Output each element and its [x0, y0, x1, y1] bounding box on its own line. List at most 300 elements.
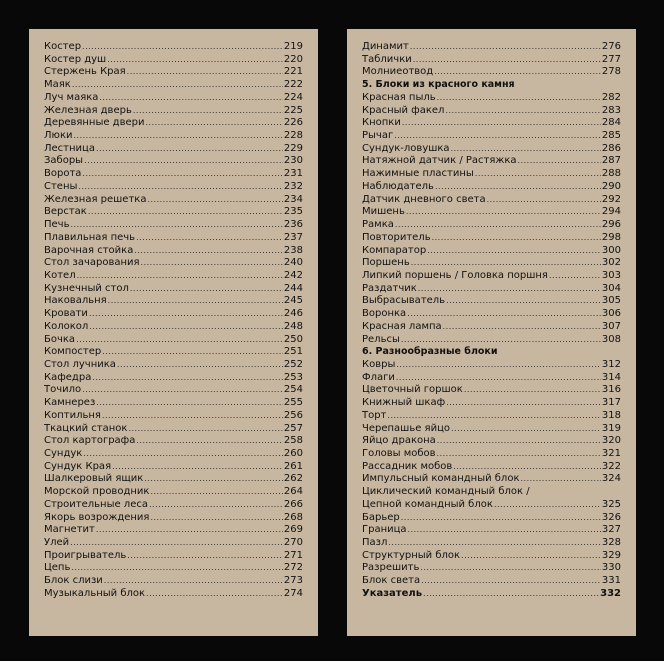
toc-entry — [44, 257, 303, 270]
toc-entry-title: Повторитель — [362, 231, 431, 243]
toc-entry — [362, 537, 621, 550]
toc-entry-title: Сундук-ловушка — [362, 142, 450, 154]
toc-entry — [44, 524, 303, 537]
toc-heading-title: 5. Блоки из красного камня — [362, 79, 515, 91]
toc-leader-dots — [112, 461, 283, 474]
toc-entry — [362, 308, 621, 321]
toc-leader-dots — [402, 117, 601, 130]
toc-leader-dots — [82, 384, 283, 397]
toc-page-number: 285 — [601, 130, 621, 142]
toc-entry-title: Яйцо дракона — [362, 435, 436, 447]
toc-leader-dots — [117, 359, 283, 372]
toc-entry-title: Импульсный командный блок — [362, 473, 520, 485]
toc-entry-title: Липкий поршень / Головка поршня — [362, 269, 548, 281]
toc-entry-title: Разрешить — [362, 562, 420, 574]
toc-entry — [362, 257, 621, 270]
toc-page-number: 220 — [283, 53, 303, 65]
toc-entry — [44, 423, 303, 436]
toc-entry-title: Колокол — [44, 320, 89, 332]
toc-entry — [44, 41, 303, 54]
toc-entry-title: Датчик дневного света — [362, 193, 486, 205]
toc-page-number: 268 — [283, 511, 303, 523]
toc-entry — [44, 130, 303, 143]
toc-leader-dots — [420, 562, 601, 575]
toc-leader-dots — [446, 397, 601, 410]
toc-entry — [44, 54, 303, 67]
toc-page-number: 226 — [283, 117, 303, 129]
toc-heading-title: 6. Разнообразные блоки — [362, 346, 498, 358]
toc-entry-title: Стержень Края — [44, 66, 126, 78]
toc-leader-dots — [150, 512, 282, 525]
toc-entry — [44, 473, 303, 486]
toc-leader-dots — [423, 588, 599, 601]
toc-page-number: 228 — [283, 130, 303, 142]
toc-leader-dots — [92, 372, 283, 385]
toc-page-number: 294 — [601, 206, 621, 218]
toc-leader-dots — [134, 245, 283, 258]
toc-page-number: 308 — [601, 333, 621, 345]
toc-page-number: 324 — [601, 473, 621, 485]
toc-entry — [44, 588, 303, 601]
toc-entry — [44, 384, 303, 397]
toc-entry — [44, 270, 303, 283]
toc-entry — [362, 143, 621, 156]
toc-leader-dots — [443, 321, 601, 334]
toc-entry-title: Блок света — [362, 575, 421, 587]
toc-page-number: 272 — [283, 562, 303, 574]
toc-list-right — [362, 41, 621, 601]
toc-leader-dots — [144, 473, 283, 486]
toc-entry — [44, 435, 303, 448]
toc-page-number: 302 — [601, 257, 621, 269]
toc-list-left — [44, 41, 303, 601]
toc-entry — [362, 181, 621, 194]
toc-page-number: 270 — [283, 537, 303, 549]
toc-leader-dots — [102, 410, 283, 423]
toc-entry — [362, 105, 621, 118]
toc-page-number: 222 — [283, 79, 303, 91]
toc-entry — [44, 512, 303, 525]
toc-entry — [362, 461, 621, 474]
toc-entry-title: Железная решетка — [44, 193, 147, 205]
toc-entry-title: Раздатчик — [362, 282, 417, 294]
toc-leader-dots — [136, 435, 283, 448]
toc-entry-title: Наковальня — [44, 295, 107, 307]
toc-leader-dots — [401, 334, 601, 347]
toc-entry — [44, 562, 303, 575]
toc-leader-dots — [432, 232, 601, 245]
toc-entry — [44, 283, 303, 296]
toc-entry-title: Цепь — [44, 562, 71, 574]
toc-leader-dots — [127, 550, 283, 563]
toc-entry — [362, 499, 621, 512]
toc-page-number: 296 — [601, 219, 621, 231]
toc-entry — [44, 295, 303, 308]
toc-page-number: 271 — [283, 549, 303, 561]
toc-leader-dots — [88, 206, 283, 219]
toc-leader-dots — [102, 346, 283, 359]
toc-entry-title: Циклический командный блок / — [362, 486, 530, 498]
toc-page-number: 244 — [283, 282, 303, 294]
toc-entry-title: Цепной командный блок — [362, 498, 493, 510]
toc-page-number: 264 — [283, 486, 303, 498]
toc-entry — [44, 397, 303, 410]
toc-leader-dots — [89, 321, 283, 334]
toc-leader-dots — [549, 270, 601, 283]
toc-entry — [44, 346, 303, 359]
toc-page-number: 251 — [283, 346, 303, 358]
toc-entry-title: Флаги — [362, 371, 395, 383]
toc-entry-title: Стол зачарования — [44, 257, 140, 269]
toc-page-number: 237 — [283, 231, 303, 243]
toc-leader-dots — [521, 473, 601, 486]
toc-entry-title: Варочная стойка — [44, 244, 134, 256]
toc-page-number: 316 — [601, 384, 621, 396]
toc-leader-dots — [434, 66, 601, 79]
toc-entry — [44, 575, 303, 588]
toc-page-right — [347, 29, 636, 636]
toc-entry-title: Улей — [44, 537, 70, 549]
toc-entry-title: Печь — [44, 219, 70, 231]
toc-entry — [362, 130, 621, 143]
toc-entry-title: Черепашье яйцо — [362, 422, 450, 434]
toc-entry-title: Коптильня — [44, 409, 101, 421]
toc-entry — [362, 168, 621, 181]
toc-leader-dots — [461, 550, 601, 563]
toc-entry-title: Динамит — [362, 41, 409, 52]
toc-page-number: 224 — [283, 91, 303, 103]
toc-entry-title: Торт — [362, 409, 387, 421]
toc-leader-dots — [494, 499, 601, 512]
toc-entry-title: Заборы — [44, 155, 84, 167]
toc-page-number: 273 — [283, 575, 303, 587]
toc-page-number: 242 — [283, 269, 303, 281]
toc-leader-dots — [84, 155, 283, 168]
toc-leader-dots — [395, 219, 601, 232]
toc-page-number: 234 — [283, 193, 303, 205]
toc-entry — [362, 359, 621, 372]
toc-entry — [44, 550, 303, 563]
toc-entry-title: Головы мобов — [362, 448, 436, 459]
toc-leader-dots — [147, 194, 282, 207]
toc-page-number: 256 — [283, 409, 303, 421]
toc-leader-dots — [78, 181, 283, 194]
toc-entry-title: Стол лучника — [44, 358, 116, 370]
toc-entry-title: Музыкальный блок — [44, 587, 146, 599]
toc-page-number: 306 — [601, 308, 621, 320]
toc-page-number: 245 — [283, 295, 303, 307]
toc-leader-dots — [435, 181, 601, 194]
toc-entry — [362, 321, 621, 334]
toc-page-number: 300 — [601, 244, 621, 256]
toc-entry-title: Проигрыватель — [44, 549, 127, 561]
toc-entry — [44, 410, 303, 423]
toc-entry-title: Выбрасыватель — [362, 295, 446, 307]
toc-leader-dots — [413, 54, 601, 67]
toc-entry — [362, 41, 621, 54]
toc-leader-dots — [437, 92, 601, 105]
toc-entry-title: Натяжной датчик / Растяжка — [362, 155, 517, 167]
toc-leader-dots — [149, 499, 283, 512]
toc-entry-title: Кузнечный стол — [44, 282, 129, 294]
toc-entry — [362, 194, 621, 207]
toc-leader-dots — [96, 397, 283, 410]
toc-entry-title: Костер — [44, 41, 82, 52]
toc-entry-title: Поршень — [362, 257, 410, 269]
toc-entry — [362, 588, 621, 601]
toc-leader-dots — [406, 206, 601, 219]
toc-entry-title: Таблички — [362, 53, 412, 65]
toc-entry — [362, 92, 621, 105]
toc-entry — [362, 66, 621, 79]
toc-entry — [44, 79, 303, 92]
toc-page-number: 304 — [601, 282, 621, 294]
toc-entry-title: Железная дверь — [44, 104, 132, 116]
toc-page-number: 232 — [283, 180, 303, 192]
toc-leader-dots — [107, 54, 283, 67]
toc-entry-title: Блок слизи — [44, 575, 103, 587]
toc-page-number: 236 — [283, 219, 303, 231]
toc-entry-title: Рычаг — [362, 130, 394, 142]
toc-entry — [362, 270, 621, 283]
toc-entry-title: Камнерез — [44, 397, 96, 409]
toc-entry-title: Сундук Края — [44, 460, 112, 472]
toc-entry-title: Наблюдатель — [362, 180, 434, 192]
toc-entry-title: Красная лампа — [362, 320, 442, 332]
toc-entry — [44, 117, 303, 130]
toc-entry-title: Нажимные пластины — [362, 168, 474, 180]
toc-leader-dots — [411, 257, 601, 270]
toc-entry — [44, 537, 303, 550]
toc-entry-title: Компаратор — [362, 244, 427, 256]
toc-page-number: 298 — [601, 231, 621, 243]
toc-page-number: 225 — [283, 104, 303, 116]
toc-section-heading — [362, 346, 621, 359]
toc-leader-dots — [70, 219, 282, 232]
toc-leader-dots — [96, 143, 283, 156]
toc-entry — [44, 372, 303, 385]
toc-leader-dots — [104, 575, 283, 588]
toc-page-number: 253 — [283, 371, 303, 383]
toc-entry-title: Мишень — [362, 206, 405, 218]
toc-entry-title: Точило — [44, 384, 82, 396]
toc-entry-title: Якорь возрождения — [44, 511, 150, 523]
toc-entry — [362, 245, 621, 258]
toc-leader-dots — [82, 41, 283, 54]
toc-page-number: 282 — [601, 91, 621, 103]
toc-page-number: 287 — [601, 155, 621, 167]
toc-leader-dots — [146, 588, 283, 601]
toc-entry-title: Шалкеровый ящик — [44, 473, 144, 485]
toc-leader-dots — [401, 512, 601, 525]
toc-entry-title: Компостер — [44, 346, 102, 358]
toc-page-number: 250 — [283, 333, 303, 345]
toc-entry — [44, 359, 303, 372]
toc-entry-title: Красный факел — [362, 104, 445, 116]
toc-leader-dots — [128, 423, 282, 436]
toc-entry — [362, 410, 621, 423]
toc-entry-title: Пазл — [362, 537, 388, 549]
toc-entry-title: Плавильная печь — [44, 231, 136, 243]
toc-entry — [44, 232, 303, 245]
toc-leader-dots — [446, 295, 601, 308]
toc-leader-dots — [72, 79, 283, 92]
toc-leader-dots — [71, 562, 283, 575]
toc-entry — [362, 562, 621, 575]
toc-entry — [44, 105, 303, 118]
toc-entry — [44, 245, 303, 258]
toc-leader-dots — [410, 41, 601, 54]
toc-page-number: 292 — [601, 193, 621, 205]
toc-page-number: 319 — [601, 422, 621, 434]
toc-page-number: 312 — [601, 358, 621, 370]
toc-leader-dots — [453, 461, 601, 474]
toc-page-number: 255 — [283, 397, 303, 409]
toc-entry — [44, 143, 303, 156]
toc-entry — [362, 232, 621, 245]
toc-page-number: 290 — [601, 180, 621, 192]
toc-entry — [362, 524, 621, 537]
toc-page-number: 331 — [601, 575, 621, 587]
toc-leader-dots — [445, 105, 600, 118]
toc-leader-dots — [136, 232, 283, 245]
toc-page-number: 261 — [283, 460, 303, 472]
toc-entry — [362, 54, 621, 67]
toc-entry-title: Ковры — [362, 358, 396, 370]
toc-entry-title: Воронка — [362, 308, 407, 320]
toc-entry-title: Маяк — [44, 79, 71, 91]
toc-page-number: 230 — [283, 155, 303, 167]
toc-leader-dots — [427, 245, 601, 258]
toc-page-number: 260 — [283, 448, 303, 459]
toc-leader-dots — [394, 130, 601, 143]
toc-entry — [362, 219, 621, 232]
toc-page-number: 329 — [601, 549, 621, 561]
toc-page-number: 254 — [283, 384, 303, 396]
toc-entry-title: Кнопки — [362, 117, 401, 129]
toc-entry-title: Красная пыль — [362, 91, 436, 103]
toc-page-number: 248 — [283, 320, 303, 332]
toc-leader-dots — [141, 257, 283, 270]
toc-page-number: 314 — [601, 371, 621, 383]
toc-entry-title: Ворота — [44, 168, 82, 180]
toc-entry-title: Сундук — [44, 448, 83, 459]
toc-leader-dots — [76, 334, 283, 347]
toc-leader-dots — [127, 66, 283, 79]
toc-entry-title: Бочка — [44, 333, 76, 345]
toc-entry — [44, 461, 303, 474]
toc-leader-dots — [150, 486, 282, 499]
toc-entry — [44, 308, 303, 321]
toc-page-number: 277 — [601, 53, 621, 65]
toc-entry — [362, 448, 621, 461]
toc-leader-dots — [437, 435, 601, 448]
toc-section-heading — [362, 79, 621, 92]
toc-page-number: 284 — [601, 117, 621, 129]
toc-page-number: 328 — [601, 537, 621, 549]
toc-page-number: 266 — [283, 498, 303, 510]
toc-entry — [362, 384, 621, 397]
toc-page-number: 278 — [601, 66, 621, 78]
toc-entry — [44, 92, 303, 105]
toc-entry-title: Рельсы — [362, 333, 400, 345]
toc-leader-dots — [396, 372, 601, 385]
toc-page-number: 274 — [283, 587, 303, 599]
toc-page-number: 320 — [601, 435, 621, 447]
toc-page-number: 303 — [601, 269, 621, 281]
toc-entry — [362, 473, 621, 486]
toc-entry-title: Стены — [44, 180, 78, 192]
toc-entry — [44, 219, 303, 232]
toc-page-number: 307 — [601, 320, 621, 332]
toc-entry — [362, 334, 621, 347]
toc-entry-title: Верстак — [44, 206, 87, 218]
toc-entry-title: Книжный шкаф — [362, 397, 446, 409]
toc-entry-title: Молниеотвод — [362, 66, 434, 78]
toc-entry — [362, 155, 621, 168]
toc-entry — [362, 117, 621, 130]
toc-page-number: 269 — [283, 524, 303, 536]
toc-page-number: 305 — [601, 295, 621, 307]
toc-page-number: 327 — [601, 524, 621, 536]
toc-leader-dots — [451, 423, 601, 436]
toc-entry-title: Строительные леса — [44, 498, 148, 510]
toc-entry-title: Лестница — [44, 142, 95, 154]
toc-entry — [44, 155, 303, 168]
toc-entry — [362, 283, 621, 296]
toc-page-number: 332 — [600, 587, 621, 599]
toc-entry — [362, 372, 621, 385]
toc-entry — [362, 575, 621, 588]
toc-entry-title: Кровати — [44, 308, 88, 320]
toc-leader-dots — [396, 359, 601, 372]
toc-entry — [44, 168, 303, 181]
toc-entry-title: Костер душ — [44, 53, 107, 65]
toc-entry-title: Ткацкий станок — [44, 422, 128, 434]
toc-entry — [44, 181, 303, 194]
toc-page-number: 321 — [601, 448, 621, 459]
toc-page-number: 326 — [601, 511, 621, 523]
toc-leader-dots — [451, 143, 601, 156]
toc-entry — [44, 206, 303, 219]
toc-entry-title: Стол картографа — [44, 435, 136, 447]
toc-entry-title: Структурный блок — [362, 549, 461, 561]
toc-page-number: 288 — [601, 168, 621, 180]
toc-leader-dots — [145, 117, 282, 130]
toc-page-number: 221 — [283, 66, 303, 78]
toc-entry-title: Луч маяка — [44, 91, 99, 103]
toc-entry — [44, 194, 303, 207]
toc-page-number: 246 — [283, 308, 303, 320]
toc-page-number: 240 — [283, 257, 303, 269]
toc-entry — [362, 295, 621, 308]
toc-leader-dots — [108, 295, 283, 308]
toc-entry-title: Барьер — [362, 511, 400, 523]
toc-leader-dots — [89, 308, 283, 321]
toc-leader-dots — [387, 410, 601, 423]
toc-leader-dots — [83, 448, 283, 461]
toc-leader-dots — [421, 575, 601, 588]
toc-entry-title: Рамка — [362, 219, 394, 231]
toc-entry — [362, 397, 621, 410]
toc-entry — [362, 206, 621, 219]
toc-page-number: 325 — [601, 498, 621, 510]
toc-leader-dots — [96, 524, 283, 537]
toc-leader-dots — [437, 448, 601, 461]
toc-page-number: 330 — [601, 562, 621, 574]
toc-page-number: 219 — [283, 41, 303, 52]
toc-page-number: 257 — [283, 422, 303, 434]
